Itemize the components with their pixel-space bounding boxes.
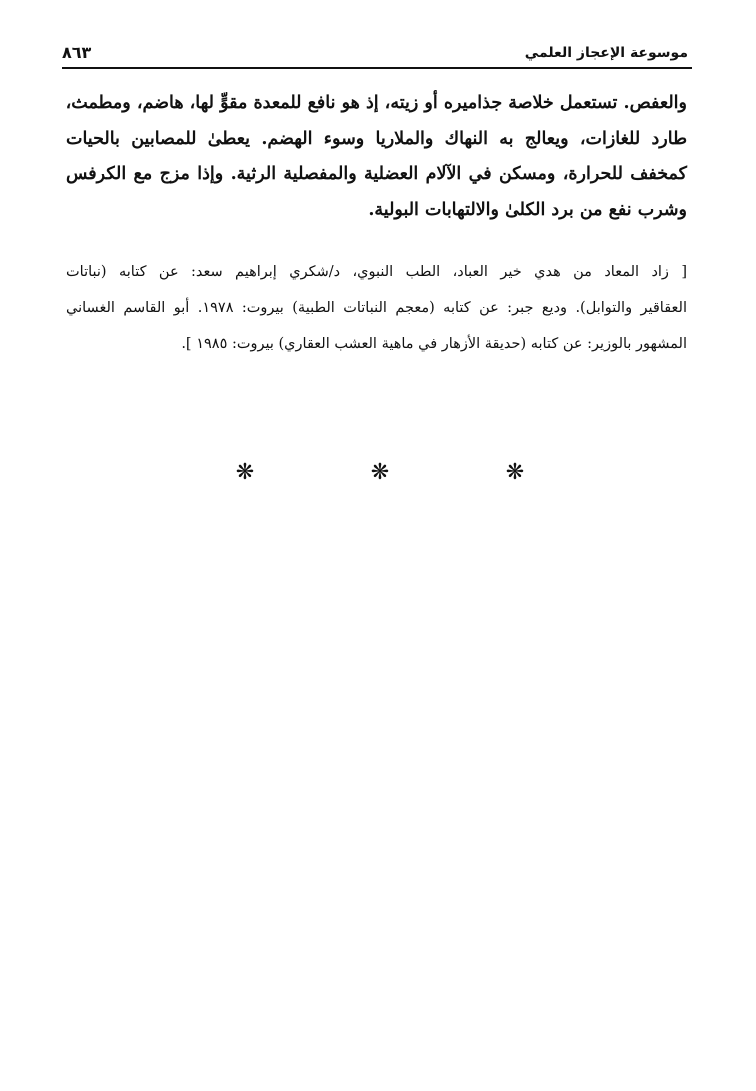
reference-line: العقاقير والتوابل). وديع جبر: عن كتابه (معجم النباتات الطبية) بيروت: ١٩٧٨. أبو القاسم الغساني xyxy=(66,300,687,316)
references-block xyxy=(66,254,687,362)
paragraph-line: والعفص. تستعمل خلاصة جذاميره أو زيته، إذ هو نافع للمعدة مقوٍّ لها، هاضم، ومطمث، xyxy=(65,93,687,113)
header-rule xyxy=(62,67,692,69)
paragraph-line: كمخفف للحرارة، ومسكن في الآلام العضلية والمفصلية الرثية. وإذا مزج مع الكرفس xyxy=(66,164,687,184)
asterisk-icon: ❋ xyxy=(370,460,390,485)
page-number: ٨٦٣ xyxy=(62,43,92,62)
running-title: موسوعة الإعجاز العلمي xyxy=(524,45,688,61)
reference-line: [ زاد المعاد من هدي خير العباد، الطب النبوي، د/شكري إبراهيم سعد: عن كتابه (نباتات xyxy=(66,264,687,280)
asterisk-icon: ❋ xyxy=(505,460,525,485)
paragraph-line: وشرب نفع من برد الكلىٰ والالتهابات البولية. xyxy=(368,199,687,220)
page-header xyxy=(62,38,688,64)
reference-line: المشهور بالوزير: عن كتابه (حديقة الأزهار في ماهية العشب العقاري) بيروت: ١٩٨٥ ]. xyxy=(181,336,687,352)
paragraph-line: طارد للغازات، ويعالج به النهاك والملاريا وسوء الهضم. يعطىٰ للمصابين بالحيات xyxy=(66,128,687,149)
section-separator xyxy=(230,458,530,488)
main-paragraph xyxy=(66,86,687,228)
asterisk-icon: ❋ xyxy=(235,460,255,485)
